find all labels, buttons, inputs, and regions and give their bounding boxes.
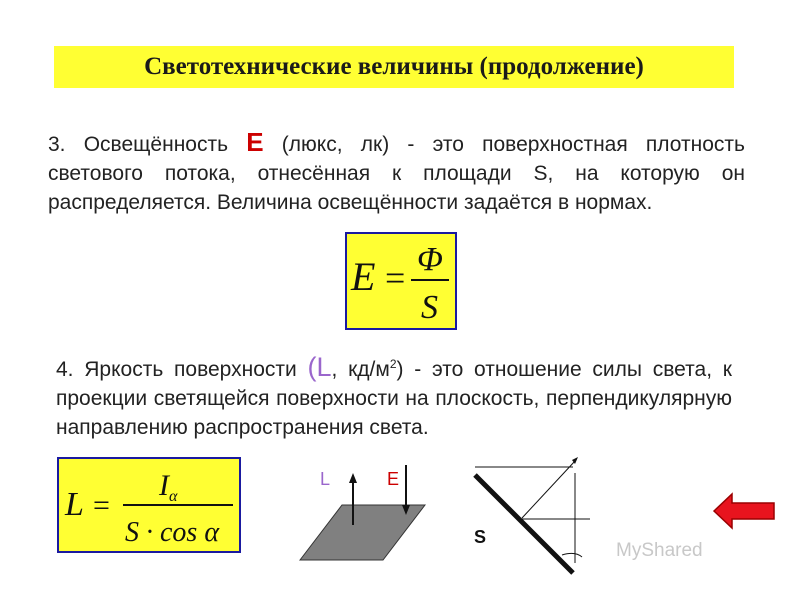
item-number: 4. [56, 358, 74, 381]
term-luminance: Яркость поверхности [84, 358, 297, 381]
label-l: L [320, 469, 331, 489]
title-banner [54, 46, 734, 88]
left-arrow-shape[interactable] [714, 494, 774, 528]
formula-equals: = [385, 258, 406, 298]
units-lux: (люкс, лк) [281, 133, 390, 156]
watermark: MyShared [616, 540, 703, 561]
definition-text: - это поверхностная плотность светового потока, отнесённая к площади S, на которую он распределяется. Величина освещённости задаётся в нормах. [48, 133, 745, 214]
symbol-close-paren: ) [396, 358, 404, 381]
formula-equals: = [93, 489, 110, 522]
symbol-open-paren: ( [307, 352, 317, 382]
left-arrow-icon[interactable] [712, 492, 776, 530]
formula-illuminance-svg [347, 234, 455, 328]
page-title: Светотехнические величины (продолжение) [144, 53, 644, 80]
formula-numerator: $I_\alpha$ [159, 469, 178, 505]
definition-text: - это отношение силы света, к проекции светящейся поверхности на плоскость, перпендикулярную направлению распространения света. [56, 358, 732, 439]
formula-illuminance [345, 232, 457, 330]
formula-denominator: S [421, 289, 438, 326]
units-sup: 2 [389, 357, 397, 371]
formula-luminance-svg [59, 459, 239, 551]
symbol-e: E [246, 127, 264, 157]
units-cd: , кд/м [331, 358, 390, 381]
l-arrowhead [349, 473, 357, 483]
item-number: 3. [48, 133, 66, 156]
label-s: S [474, 527, 487, 547]
angle-arc [562, 553, 582, 557]
formula-numerator: Φ [417, 241, 443, 278]
formula-lhs: L [65, 486, 84, 523]
term-illuminance: Освещённость [83, 133, 229, 156]
label-e: E [387, 469, 400, 489]
formula-lhs: E [351, 254, 376, 299]
paragraph-luminance [56, 350, 732, 442]
ray-line [522, 461, 575, 518]
symbol-l: L [316, 352, 332, 382]
surface-s-line [475, 475, 573, 573]
formula-luminance [57, 457, 241, 553]
paragraph-illuminance [48, 128, 745, 217]
luminance-diagram [290, 455, 590, 595]
formula-denominator: S · cos α [125, 517, 220, 548]
